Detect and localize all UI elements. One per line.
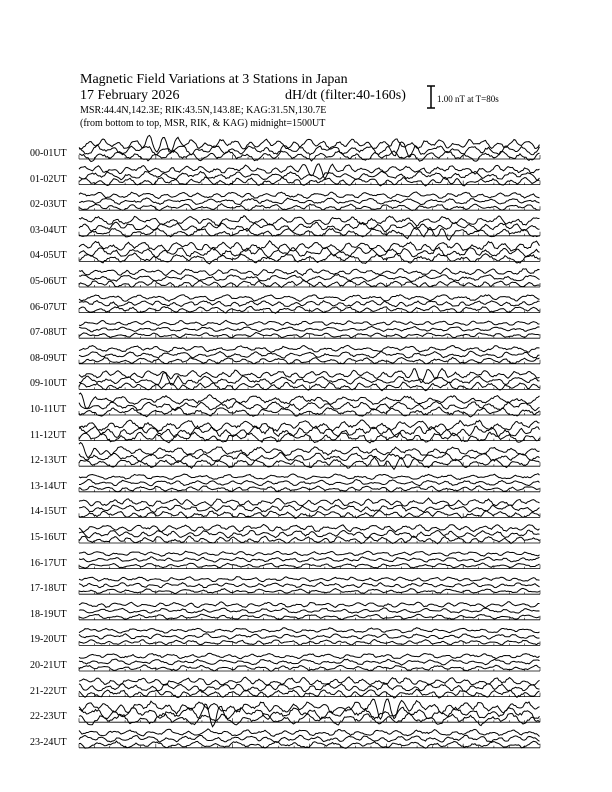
row-label: 12-13UT — [30, 455, 67, 467]
row-label: 00-01UT — [30, 148, 67, 159]
trace-kag — [79, 577, 540, 582]
row-label: 15-16UT — [30, 532, 67, 543]
trace-kag — [79, 524, 540, 532]
row-label: 11-12UT — [30, 429, 67, 441]
trace-rik — [79, 274, 540, 281]
trace-kag — [79, 474, 540, 480]
row-label: 21-22UT — [30, 685, 67, 697]
trace-rik — [79, 401, 540, 410]
row-label: 06-07UT — [30, 301, 67, 313]
scale-bar — [427, 86, 435, 108]
trace-kag — [79, 393, 540, 409]
trace-rik — [79, 683, 540, 692]
trace-rik — [79, 326, 540, 331]
station-coordinates: MSR:44.4N,142.3E; RIK:43.5N,143.8E; KAG:31.5N,130.7E — [80, 105, 327, 116]
station-order-note: (from bottom to top, MSR, RIK, & KAG) midnight=1500UT — [80, 118, 326, 129]
row-label: 07-08UT — [30, 327, 67, 339]
chart-date: 17 February 2026 — [80, 88, 180, 103]
trace-rik — [79, 479, 540, 485]
row-label: 10-11UT — [30, 404, 67, 415]
trace-kag — [79, 164, 540, 179]
row-label: 16-17UT — [30, 557, 67, 569]
trace-kag — [79, 498, 540, 506]
row-label: 13-14UT — [30, 480, 67, 492]
row-label: 18-19UT — [30, 608, 67, 620]
chart-title: Magnetic Field Variations at 3 Stations in Japan — [80, 72, 348, 87]
trace-kag — [79, 602, 540, 608]
row-label: 08-09UT — [30, 352, 67, 364]
trace-rik — [79, 505, 540, 513]
scale-label: 1.00 nT at T=80s — [437, 94, 499, 104]
row-label: 02-03UT — [30, 199, 67, 211]
trace-kag — [79, 653, 540, 659]
row-label: 03-04UT — [30, 224, 67, 236]
trace-rik — [79, 582, 540, 587]
trace-kag — [79, 729, 540, 737]
trace-kag — [79, 551, 540, 556]
trace-kag — [79, 268, 540, 275]
trace-rik — [79, 557, 540, 562]
trace-rik — [79, 608, 540, 613]
chart-quantity: dH/dt (filter:40-160s) — [285, 88, 406, 103]
row-label: 20-21UT — [30, 660, 67, 671]
trace-kag — [79, 241, 540, 252]
row-label: 14-15UT — [30, 506, 67, 518]
trace-kag — [79, 216, 540, 226]
trace-rik — [79, 301, 540, 307]
row-label: 01-02UT — [30, 173, 67, 185]
trace-rik — [79, 634, 540, 639]
trace-kag — [79, 320, 540, 325]
trace-rik — [79, 142, 540, 157]
trace-kag — [79, 677, 540, 685]
row-label: 09-10UT — [30, 378, 67, 390]
trace-rik — [79, 659, 540, 665]
trace-rik — [79, 198, 540, 205]
row-label: 22-23UT — [30, 711, 67, 723]
row-label: 05-06UT — [30, 276, 67, 287]
trace-rik — [79, 247, 540, 257]
row-label: 23-24UT — [30, 736, 67, 748]
trace-kag — [79, 135, 540, 152]
trace-kag — [79, 192, 540, 199]
row-label: 04-05UT — [30, 250, 67, 262]
row-label: 19-20UT — [30, 634, 67, 646]
trace-rik — [79, 373, 540, 385]
trace-rik — [79, 735, 540, 742]
trace-rik — [79, 530, 540, 538]
trace-kag — [79, 628, 540, 633]
trace-kag — [79, 295, 540, 302]
trace-rik — [79, 351, 540, 358]
row-label: 17-18UT — [30, 583, 67, 595]
